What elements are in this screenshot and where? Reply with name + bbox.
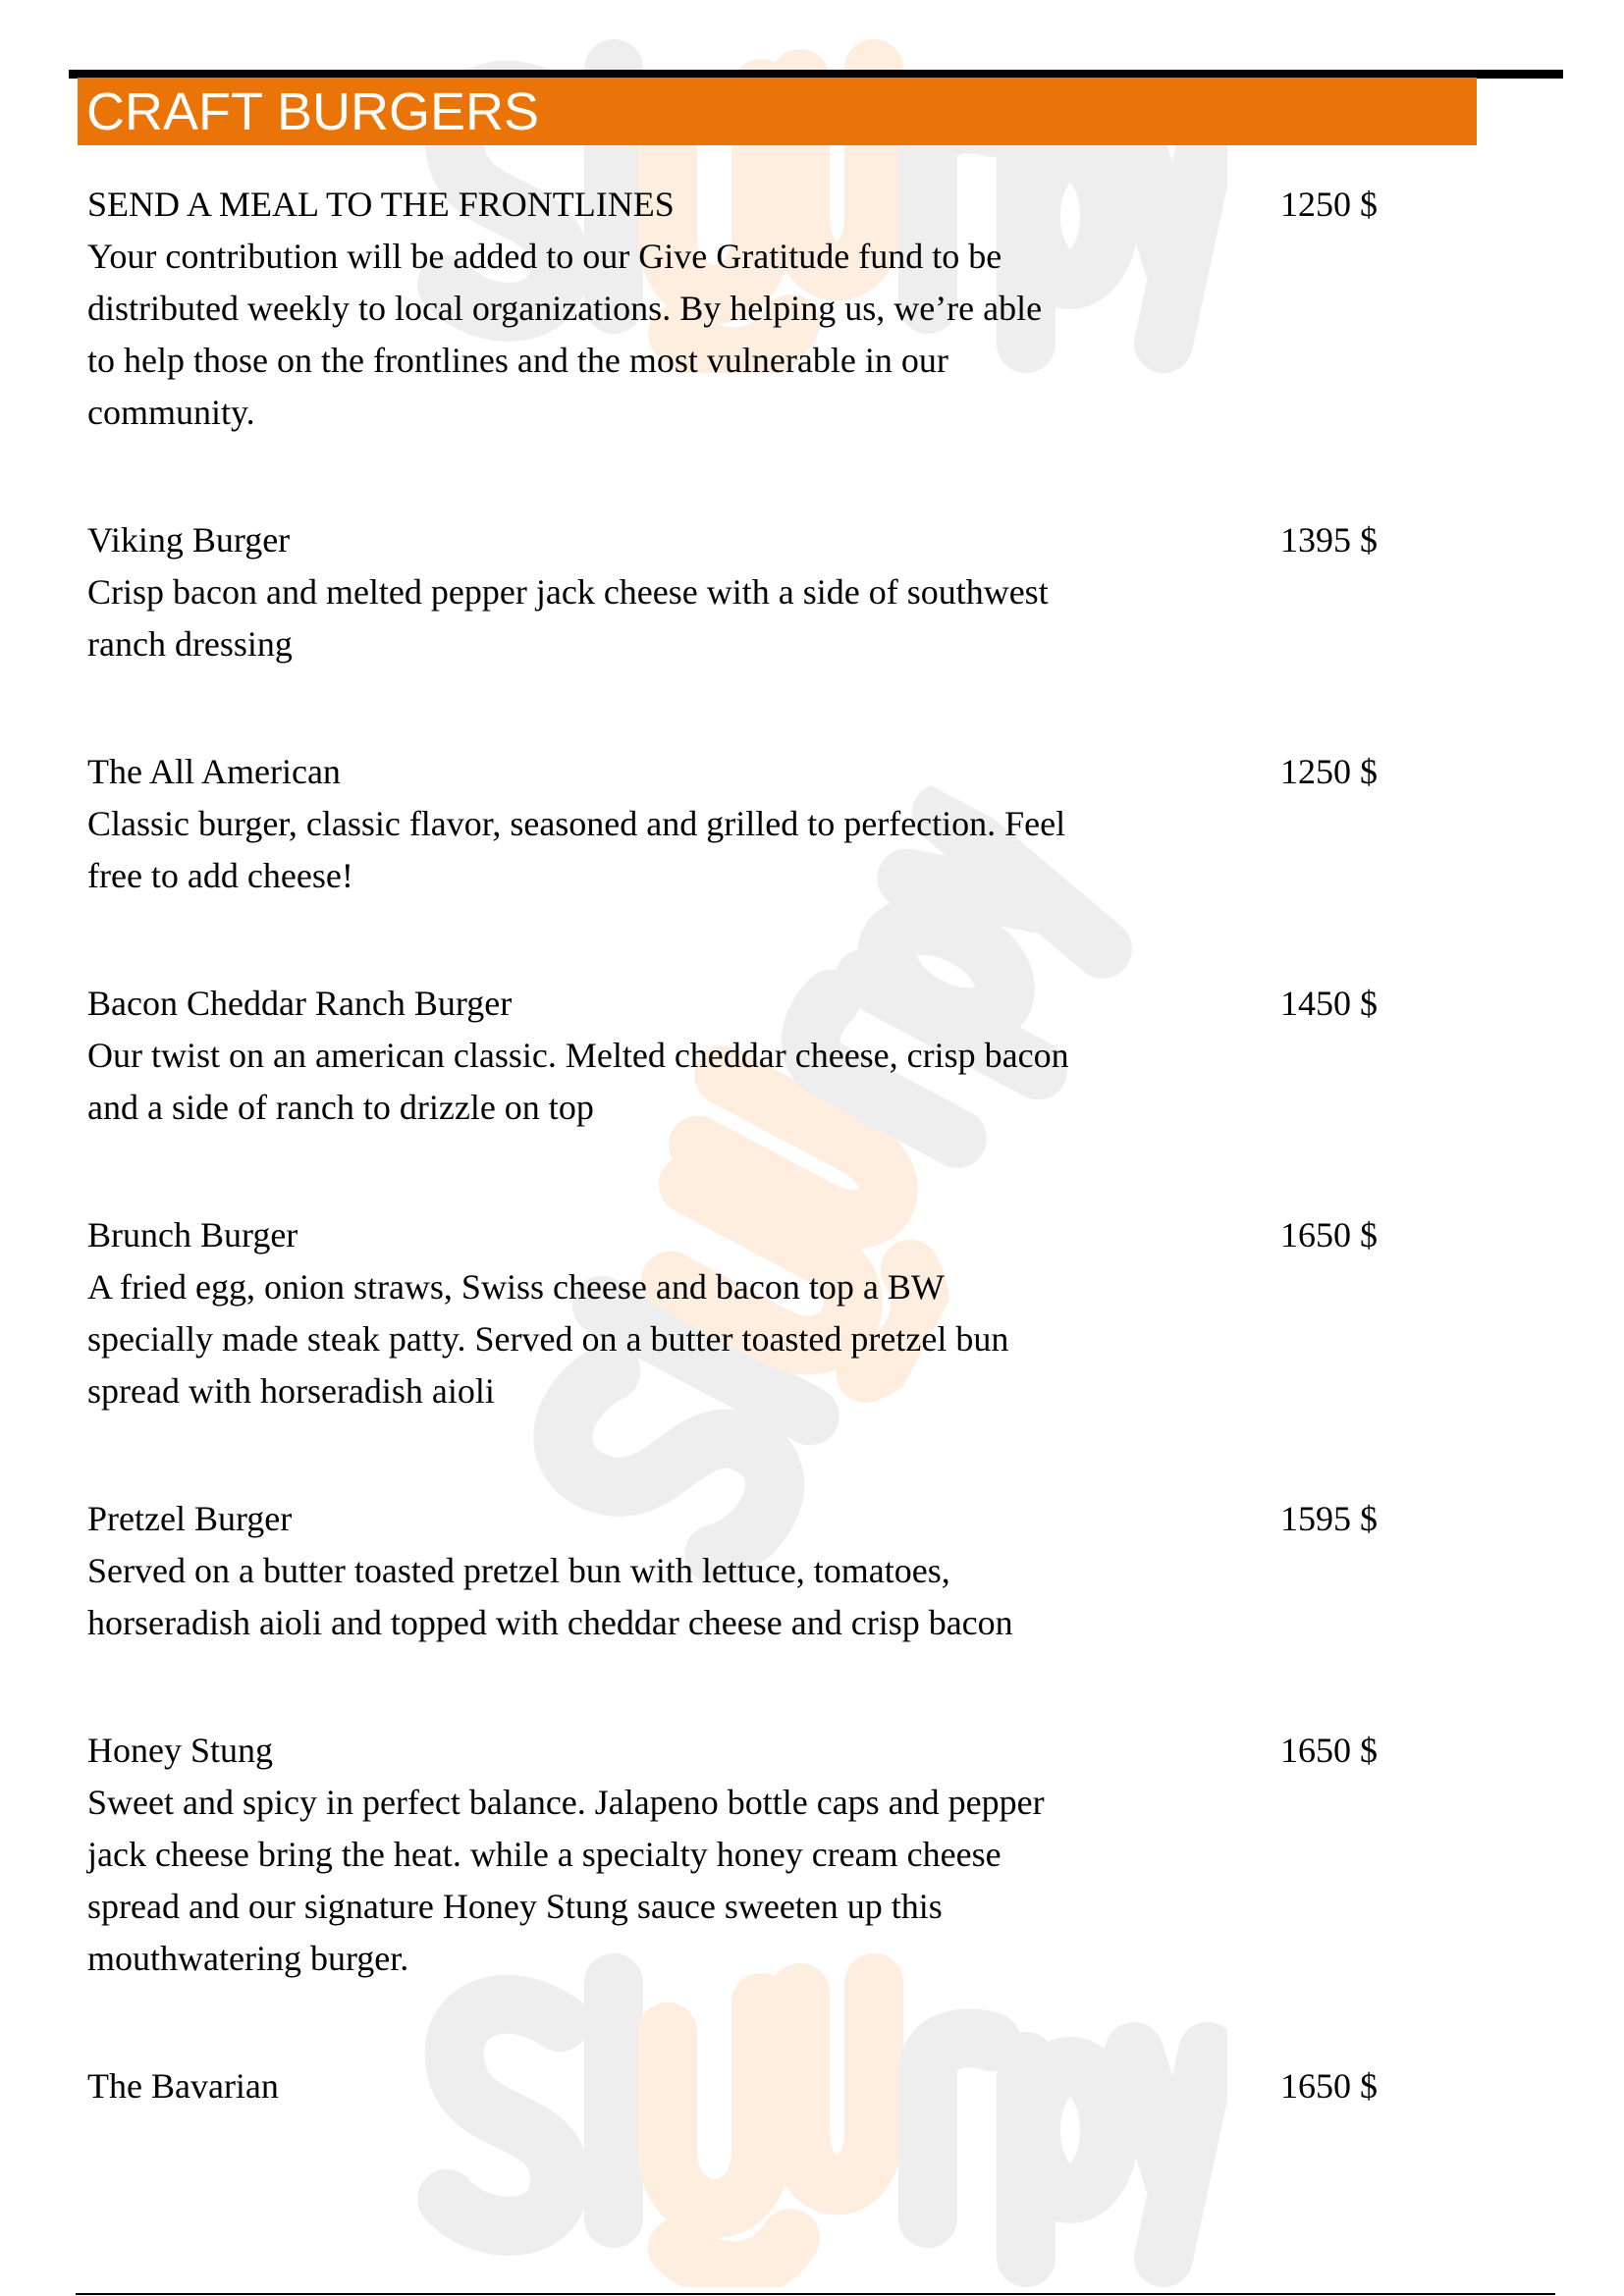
menu-items-list — [87, 179, 1378, 2188]
item-name: Honey Stung — [87, 1731, 273, 1770]
item-name: SEND A MEAL TO THE FRONTLINES — [87, 185, 675, 224]
item-description: Crisp bacon and melted pepper jack cheese with a side of southwest ranch dressing — [87, 572, 1049, 664]
item-description: A fried egg, onion straws, Swiss cheese and bacon top a BW specially made steak patty. Served on a butter toasted pretzel bun spread with horseradish aioli — [87, 1267, 1009, 1411]
item-price: 1650 $ — [1280, 1731, 1378, 1770]
item-name: Viking Burger — [87, 520, 291, 560]
item-description: Sweet and spicy in perfect balance. Jalapeno bottle caps and pepper jack cheese bring the heat. while a specialty honey cream cheese spread and our signature Honey Stung sauce sweeten up this mouthwatering burger. — [87, 1783, 1045, 1978]
item-name: The Bavarian — [87, 2066, 279, 2106]
menu-item — [87, 179, 1378, 439]
item-name: Bacon Cheddar Ranch Burger — [87, 984, 513, 1023]
menu-item — [87, 1209, 1378, 1417]
menu-item — [87, 1725, 1378, 1985]
item-price: 1450 $ — [1280, 984, 1378, 1023]
item-description: Our twist on an american classic. Melted cheddar cheese, crisp bacon and a side of ranch to drizzle on top — [87, 1036, 1069, 1127]
menu-item — [87, 746, 1378, 902]
item-price: 1395 $ — [1280, 520, 1378, 560]
item-description: Your contribution will be added to our Give Gratitude fund to be distributed weekly to local organizations. By helping us, we’re able to help those on the frontlines and the most vulnerable in our community. — [87, 237, 1043, 432]
item-description: Classic burger, classic flavor, seasoned and grilled to perfection. Feel free to add cheese! — [87, 804, 1066, 895]
item-name: Pretzel Burger — [87, 1499, 293, 1538]
menu-item — [87, 978, 1378, 1134]
menu-item — [87, 2060, 1378, 2112]
item-name: Brunch Burger — [87, 1215, 298, 1255]
item-price: 1650 $ — [1280, 1215, 1378, 1255]
section-title: CRAFT BURGERS — [86, 82, 540, 141]
bottom-divider — [76, 2293, 1555, 2295]
item-price: 1250 $ — [1280, 185, 1378, 224]
item-price: 1595 $ — [1280, 1499, 1378, 1538]
item-price: 1650 $ — [1280, 2066, 1378, 2106]
menu-item — [87, 1493, 1378, 1649]
item-description: Served on a butter toasted pretzel bun with lettuce, tomatoes, horseradish aioli and topped with cheddar cheese and crisp bacon — [87, 1551, 1013, 1642]
item-price: 1250 $ — [1280, 752, 1378, 791]
menu-item — [87, 514, 1378, 670]
item-name: The All American — [87, 752, 341, 791]
